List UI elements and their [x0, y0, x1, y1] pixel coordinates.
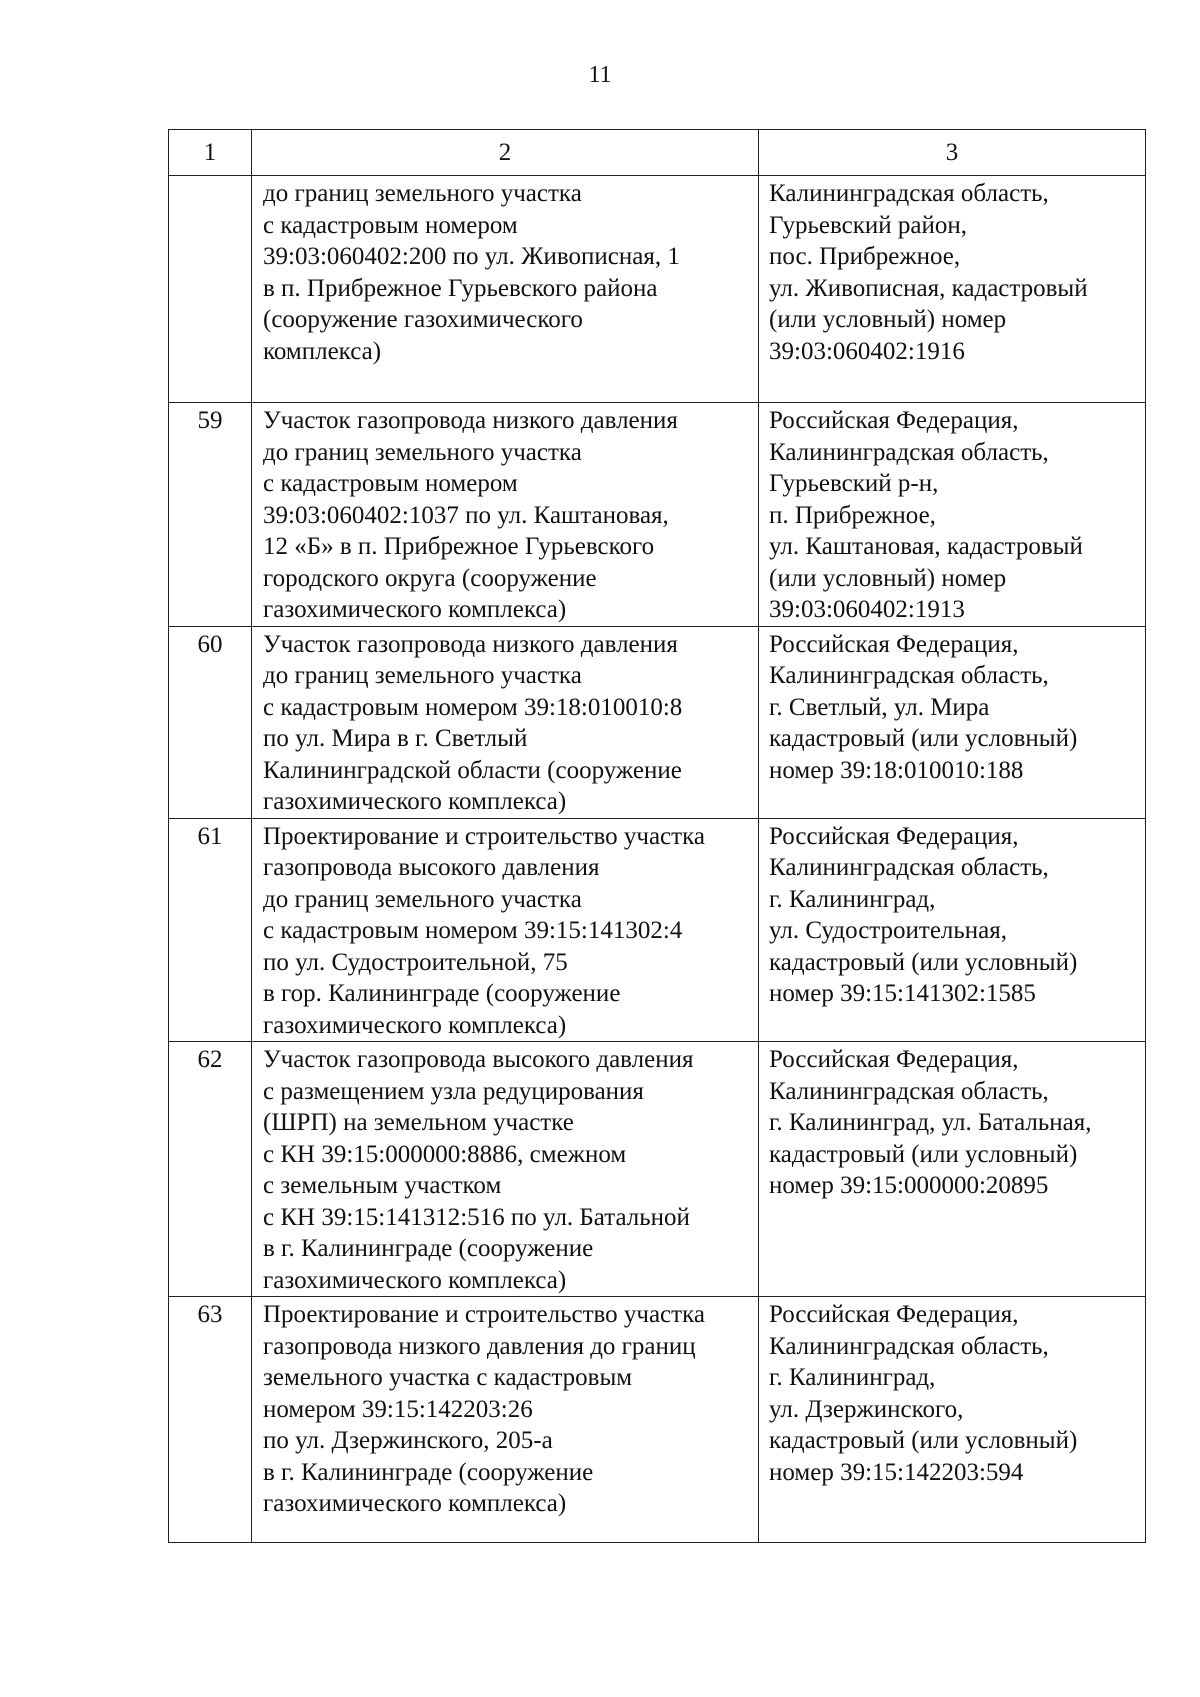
row-number-cell	[169, 1297, 252, 1543]
object-location-line: Калининградская область,	[769, 1077, 1049, 1105]
object-location-line: кадастровый (или условный)	[769, 1140, 1078, 1168]
object-name-line: номером 39:15:142203:26	[263, 1395, 533, 1423]
object-location-line: ул. Дзержинского,	[769, 1395, 964, 1423]
object-name-line: с кадастровым номером	[263, 211, 518, 239]
object-location-line: Гурьевский район,	[769, 211, 968, 239]
object-location-line: кадастровый (или условный)	[769, 725, 1078, 752]
table-header	[169, 130, 1146, 176]
object-location-line: номер 39:15:142203:594	[769, 1458, 1024, 1486]
object-location-line: 39:03:060402:1916	[769, 337, 965, 365]
object-name-line: Калининградской области (сооружение	[263, 756, 682, 784]
object-location-line: ул. Судостроительная,	[769, 917, 1008, 944]
objects-table	[168, 129, 1146, 1543]
object-location-cell	[759, 626, 1146, 818]
object-location-line: номер 39:15:000000:20895	[769, 1172, 1049, 1199]
object-name-line: газохимического комплекса)	[263, 596, 567, 623]
header-col-1: 1	[169, 130, 252, 176]
object-name-line: Участок газопровода низкого давления	[263, 630, 678, 658]
row-number: 59	[197, 407, 223, 434]
object-name-line: (сооружение газохимического	[263, 306, 583, 333]
object-name-line: газохимического комплекса)	[263, 1490, 567, 1517]
object-name-line: Проектирование и строительство участка	[263, 1301, 705, 1328]
object-name-line: газопровода низкого давления до границ	[263, 1332, 696, 1360]
row-number: 63	[197, 1301, 223, 1328]
object-name-line: в гор. Калининграде (сооружение	[263, 980, 621, 1007]
object-location-line: ул. Живописная, кадастровый	[769, 274, 1088, 302]
object-location-line: пос. Прибрежное,	[769, 243, 961, 270]
row-number-cell	[169, 1042, 252, 1297]
object-name-line: до границ земельного участка	[263, 662, 582, 689]
object-name-cell	[252, 1297, 759, 1543]
object-location-line: Калининградская область,	[769, 438, 1049, 466]
table-row	[169, 1042, 1146, 1297]
object-location-cell	[759, 403, 1146, 627]
object-name-line: с кадастровым номером	[263, 470, 518, 497]
object-location-line: г. Калининград, ул. Батальная,	[769, 1109, 1092, 1136]
object-location-cell	[759, 818, 1146, 1042]
object-name-line: до границ земельного участка	[263, 438, 582, 466]
object-location-line: Калининградская область,	[769, 662, 1049, 689]
object-name-line: в г. Калининграде (сооружение	[263, 1458, 594, 1486]
object-name-cell	[252, 1042, 759, 1297]
object-name-line: по ул. Судостроительной, 75	[263, 948, 568, 976]
object-name-line: земельного участка с кадастровым	[263, 1364, 633, 1391]
page-number: 11	[588, 62, 612, 88]
header-row	[169, 130, 1146, 176]
row-number: 61	[197, 822, 223, 850]
object-location-line: Калининградская область,	[769, 180, 1049, 207]
header-col-3: 3	[759, 130, 1146, 176]
object-name-line: по ул. Мира в г. Светлый	[263, 725, 528, 752]
object-location-line: п. Прибрежное,	[769, 501, 936, 529]
object-location-line: номер 39:18:010010:188	[769, 756, 1024, 784]
object-location-cell	[759, 1042, 1146, 1297]
object-name-line: газопровода высокого давления	[263, 854, 600, 881]
object-location-line: Российская Федерация,	[769, 822, 1019, 850]
object-name-cell	[252, 626, 759, 818]
object-name-line: городского округа (сооружение	[263, 564, 597, 592]
object-location-line: Калининградская область,	[769, 854, 1049, 881]
object-location-cell	[759, 176, 1146, 403]
object-name-line: до границ земельного участка	[263, 885, 582, 913]
object-name-cell	[252, 818, 759, 1042]
object-location-line: Российская Федерация,	[769, 1301, 1019, 1328]
object-name-line: с КН 39:15:141312:516 по ул. Батальной	[263, 1203, 690, 1231]
row-number-cell	[169, 626, 252, 818]
object-location-line: (или условный) номер	[769, 564, 1007, 592]
object-name-cell	[252, 176, 759, 403]
table-body	[169, 176, 1146, 1543]
object-name-line: с кадастровым номером 39:18:010010:8	[263, 693, 683, 721]
object-name-line: 12 «Б» в п. Прибрежное Гурьевского	[263, 533, 655, 560]
object-location-line: номер 39:15:141302:1585	[769, 980, 1036, 1007]
object-location-line: г. Калининград,	[769, 1364, 936, 1391]
object-name-line: Проектирование и строительство участка	[263, 822, 705, 850]
object-name-line: газохимического комплекса)	[263, 1011, 567, 1039]
object-name-line: по ул. Дзержинского, 205-а	[263, 1427, 553, 1454]
row-number: 62	[197, 1046, 223, 1073]
table-row	[169, 1297, 1146, 1543]
object-name-line: с кадастровым номером 39:15:141302:4	[263, 917, 683, 944]
object-location-line: 39:03:060402:1913	[769, 596, 965, 623]
object-location-line: Российская Федерация,	[769, 1046, 1019, 1073]
object-name-line: с земельным участком	[263, 1172, 502, 1199]
row-number: 60	[197, 630, 223, 658]
header-col-2: 2	[252, 130, 759, 176]
object-location-cell	[759, 1297, 1146, 1543]
object-name-line: газохимического комплекса)	[263, 1266, 567, 1294]
table-row	[169, 626, 1146, 818]
object-location-line: (или условный) номер	[769, 306, 1007, 333]
object-name-line: Участок газопровода низкого давления	[263, 407, 678, 434]
table-row	[169, 403, 1146, 627]
table-row	[169, 176, 1146, 403]
object-name-line: Участок газопровода высокого давления	[263, 1046, 694, 1073]
table-row	[169, 818, 1146, 1042]
object-name-line: до границ земельного участка	[263, 180, 582, 207]
object-name-line: в п. Прибрежное Гурьевского района	[263, 274, 658, 302]
object-name-line: с размещением узла редуцирования	[263, 1077, 644, 1105]
object-location-line: г. Калининград,	[769, 885, 936, 913]
object-location-line: Гурьевский р-н,	[769, 470, 939, 497]
object-location-line: г. Светлый, ул. Мира	[769, 693, 990, 721]
object-name-line: комплекса)	[263, 337, 382, 365]
object-name-line: с КН 39:15:000000:8886, смежном	[263, 1140, 627, 1168]
object-location-line: ул. Каштановая, кадастровый	[769, 533, 1083, 560]
object-location-line: Калининградская область,	[769, 1332, 1049, 1360]
object-location-line: Российская Федерация,	[769, 407, 1019, 434]
object-name-line: в г. Калининграде (сооружение	[263, 1235, 594, 1262]
row-number-cell	[169, 818, 252, 1042]
object-name-line: газохимического комплекса)	[263, 788, 567, 815]
row-number-cell	[169, 403, 252, 627]
object-location-line: кадастровый (или условный)	[769, 948, 1078, 976]
object-location-line: Российская Федерация,	[769, 630, 1019, 658]
object-name-cell	[252, 403, 759, 627]
object-name-line: (ШРП) на земельном участке	[263, 1109, 574, 1136]
object-location-line: кадастровый (или условный)	[769, 1427, 1078, 1454]
object-name-line: 39:03:060402:200 по ул. Живописная, 1	[263, 243, 680, 270]
row-number-cell	[169, 176, 252, 403]
object-name-line: 39:03:060402:1037 по ул. Каштановая,	[263, 501, 669, 529]
